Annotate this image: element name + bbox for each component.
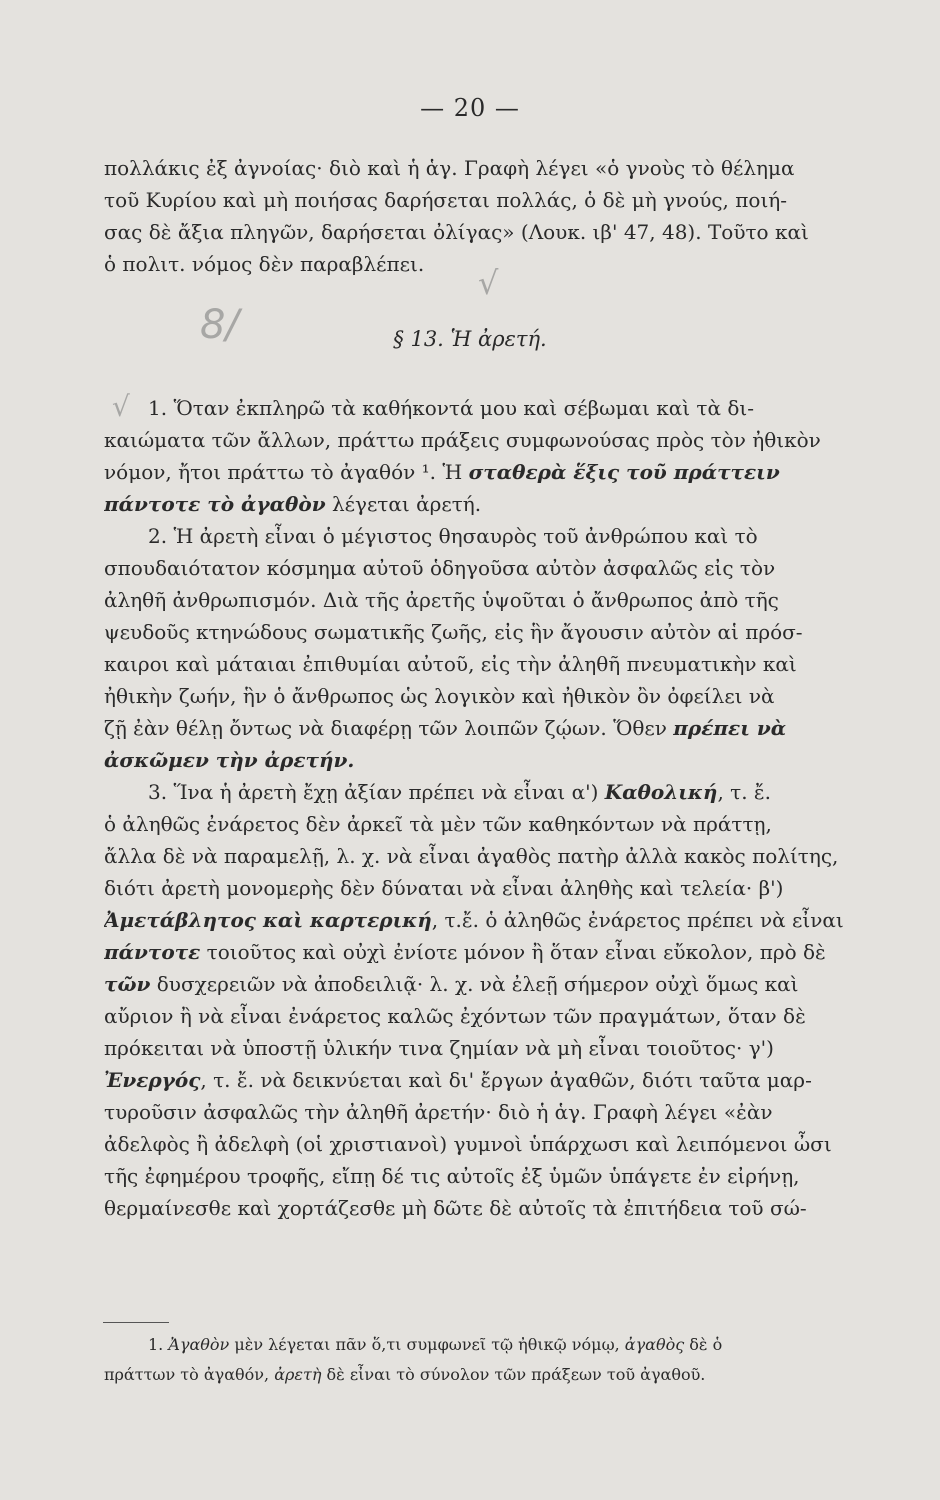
emphasis-text: Ἐνεργός bbox=[104, 1068, 201, 1092]
text-span: , τ. ἔ. bbox=[717, 780, 772, 804]
emphasis-text: Καθολική bbox=[604, 780, 718, 804]
text-line: καιροι καὶ μάταιαι ἐπιθυμίαι αὐτοῦ, εἰς τὴν ἀληθῆ πνευματικὴν καὶ bbox=[104, 652, 797, 676]
text-span: , τ.ἔ. ὁ ἀληθῶς ἐνάρετος πρέπει νὰ εἶναι bbox=[431, 908, 844, 932]
emphasis-text: σταθερὰ ἕξις τοῦ πράττειν bbox=[468, 460, 780, 484]
pencil-check-mark: √ bbox=[478, 264, 499, 302]
text-line bbox=[104, 456, 910, 488]
body-text-top bbox=[104, 152, 910, 280]
text-line bbox=[104, 776, 910, 808]
body-text-main bbox=[104, 392, 910, 1224]
emphasis-text: πάντοτε bbox=[104, 940, 201, 964]
text-span: νόμον, ἤτοι πράττω τὸ ἀγαθόν ¹. Ἡ bbox=[104, 460, 469, 484]
text-span: μὲν λέγεται πᾶν ὅ,τι συμφωνεῖ τῷ ἠθικῷ νόμῳ, bbox=[229, 1335, 625, 1354]
text-line: τυροῦσιν ἀσφαλῶς τὴν ἀληθῆ ἀρετήν· διὸ ἡ ἁγ. Γραφὴ λέγει «ἐὰν bbox=[104, 1100, 773, 1124]
emphasis-text: ἀσκῶμεν τὴν ἀρετήν. bbox=[104, 748, 355, 772]
text-span: 3. Ἵνα ἡ ἀρετὴ ἔχῃ ἀξίαν πρέπει νὰ εἶναι α') bbox=[148, 780, 605, 804]
text-line bbox=[104, 488, 910, 520]
text-span: δὲ ὁ bbox=[684, 1335, 723, 1354]
text-line bbox=[104, 1064, 910, 1096]
text-line bbox=[104, 712, 910, 744]
emphasis-text: τῶν bbox=[104, 972, 151, 996]
emphasis-text: ἀγαθὸς bbox=[624, 1335, 685, 1354]
text-span: λέγεται ἀρετή. bbox=[325, 492, 482, 516]
emphasis-text: πάντοτε τὸ ἀγαθὸν bbox=[104, 492, 326, 516]
emphasis-text: Ἀγαθὸν bbox=[168, 1335, 230, 1354]
text-span: , τ. ἔ. νὰ δεικνύεται καὶ δι' ἔργων ἀγαθῶν, διότι ταῦτα μαρ- bbox=[200, 1068, 812, 1092]
text-span: 1. bbox=[148, 1335, 169, 1354]
section-heading: § 13. Ἡ ἀρετή. bbox=[393, 327, 547, 351]
text-span: τοιοῦτος καὶ οὐχὶ ἐνίοτε μόνον ἢ ὅταν εἶναι εὔκολον, πρὸ δὲ bbox=[200, 940, 826, 964]
text-line: αὔριον ἢ νὰ εἶναι ἐνάρετος καλῶς ἐχόντων τῶν πραγμάτων, ὅταν δὲ bbox=[104, 1004, 806, 1028]
text-line: πρόκειται νὰ ὑποστῇ ὑλικήν τινα ζημίαν νὰ μὴ εἶναι τοιοῦτος· γ') bbox=[104, 1036, 774, 1060]
emphasis-text: Ἀμετάβλητος καὶ καρτερική bbox=[104, 908, 432, 932]
text-span: δυσχερειῶν νὰ ἀποδειλιᾷ· λ. χ. νὰ ἐλεῇ σήμερον οὐχὶ ὅμως καὶ bbox=[150, 972, 799, 996]
text-line: τῆς ἐφημέρου τροφῆς, εἴπῃ δέ τις αὐτοῖς ἐξ ὑμῶν ὑπάγετε ἐν εἰρήνῃ, bbox=[104, 1164, 800, 1188]
text-line: θερμαίνεσθε καὶ χορτάζεσθε μὴ δῶτε δὲ αὐτοῖς τὰ ἐπιτήδεια τοῦ σώ- bbox=[104, 1196, 807, 1220]
text-line: διότι ἀρετὴ μονομερὴς δὲν δύναται νὰ εἶναι ἀληθὴς καὶ τελεία· β') bbox=[104, 876, 784, 900]
footnote-line bbox=[104, 1360, 910, 1390]
text-line: 1. Ὅταν ἐκπληρῶ τὰ καθήκοντά μου καὶ σέβωμαι καὶ τὰ δι- bbox=[148, 396, 754, 420]
emphasis-text: πρέπει νὰ bbox=[673, 716, 787, 740]
footnote bbox=[104, 1330, 910, 1390]
text-line: σπουδαιότατον κόσμημα αὐτοῦ ὁδηγοῦσα αὐτὸν ἀσφαλῶς εἰς τὸν bbox=[104, 556, 776, 580]
footnote-line bbox=[104, 1330, 910, 1360]
text-line: ἠθικὴν ζωήν, ἣν ὁ ἄνθρωπος ὡς λογικὸν καὶ ἠθικὸν ὂν ὀφείλει νὰ bbox=[104, 684, 775, 708]
text-span: πράττων τὸ ἀγαθόν, bbox=[104, 1365, 275, 1384]
text-line: ὁ πολιτ. νόμος δὲν παραβλέπει. bbox=[104, 252, 425, 276]
footnote-divider bbox=[103, 1322, 169, 1323]
text-line bbox=[104, 904, 910, 936]
page-number: — 20 — bbox=[420, 94, 520, 122]
text-line: ἀδελφὸς ἢ ἀδελφὴ (οἱ χριστιανοὶ) γυμνοὶ ὑπάρχωσι καὶ λειπόμενοι ὦσι bbox=[104, 1132, 832, 1156]
text-line: καιώματα τῶν ἄλλων, πράττω πράξεις συμφωνούσας πρὸς τὸν ἠθικὸν bbox=[104, 428, 821, 452]
text-line: ψευδοῦς κτηνώδους σωματικῆς ζωῆς, εἰς ἣν ἄγουσιν αὐτὸν αἱ πρόσ- bbox=[104, 620, 803, 644]
emphasis-text: ἀρετὴ bbox=[274, 1365, 322, 1384]
text-span: ζῇ ἐὰν θέλῃ ὄντως νὰ διαφέρῃ τῶν λοιπῶν ζῴων. Ὅθεν bbox=[104, 716, 674, 740]
text-span: δὲ εἶναι τὸ σύνολον τῶν πράξεων τοῦ ἀγαθοῦ. bbox=[321, 1365, 706, 1384]
text-line: πολλάκις ἐξ ἀγνοίας· διὸ καὶ ἡ ἁγ. Γραφὴ λέγει «ὁ γνοὺς τὸ θέλημα bbox=[104, 156, 795, 180]
text-line bbox=[104, 936, 910, 968]
text-line: ἄλλα δὲ νὰ παραμελῇ, λ. χ. νὰ εἶναι ἀγαθὸς πατὴρ ἀλλὰ κακὸς πολίτης, bbox=[104, 844, 839, 868]
text-line: σας δὲ ἄξια πληγῶν, δαρήσεται ὀλίγας» (Λουκ. ιβ' 47, 48). Τοῦτο καὶ bbox=[104, 220, 809, 244]
text-line bbox=[104, 744, 910, 776]
pencil-annotation-mark: 8/ bbox=[200, 302, 239, 348]
pencil-margin-mark: √ bbox=[112, 390, 130, 423]
text-line: ὁ ἀληθῶς ἐνάρετος δὲν ἀρκεῖ τὰ μὲν τῶν καθηκόντων νὰ πράττῃ, bbox=[104, 812, 772, 836]
text-line: ἀληθῆ ἀνθρωπισμόν. Διὰ τῆς ἀρετῆς ὑψοῦται ὁ ἄνθρωπος ἀπὸ τῆς bbox=[104, 588, 779, 612]
text-line: τοῦ Κυρίου καὶ μὴ ποιήσας δαρήσεται πολλάς, ὁ δὲ μὴ γνούς, ποιή- bbox=[104, 188, 788, 212]
text-line: 2. Ἡ ἀρετὴ εἶναι ὁ μέγιστος θησαυρὸς τοῦ ἀνθρώπου καὶ τὸ bbox=[148, 524, 758, 548]
text-line bbox=[104, 968, 910, 1000]
